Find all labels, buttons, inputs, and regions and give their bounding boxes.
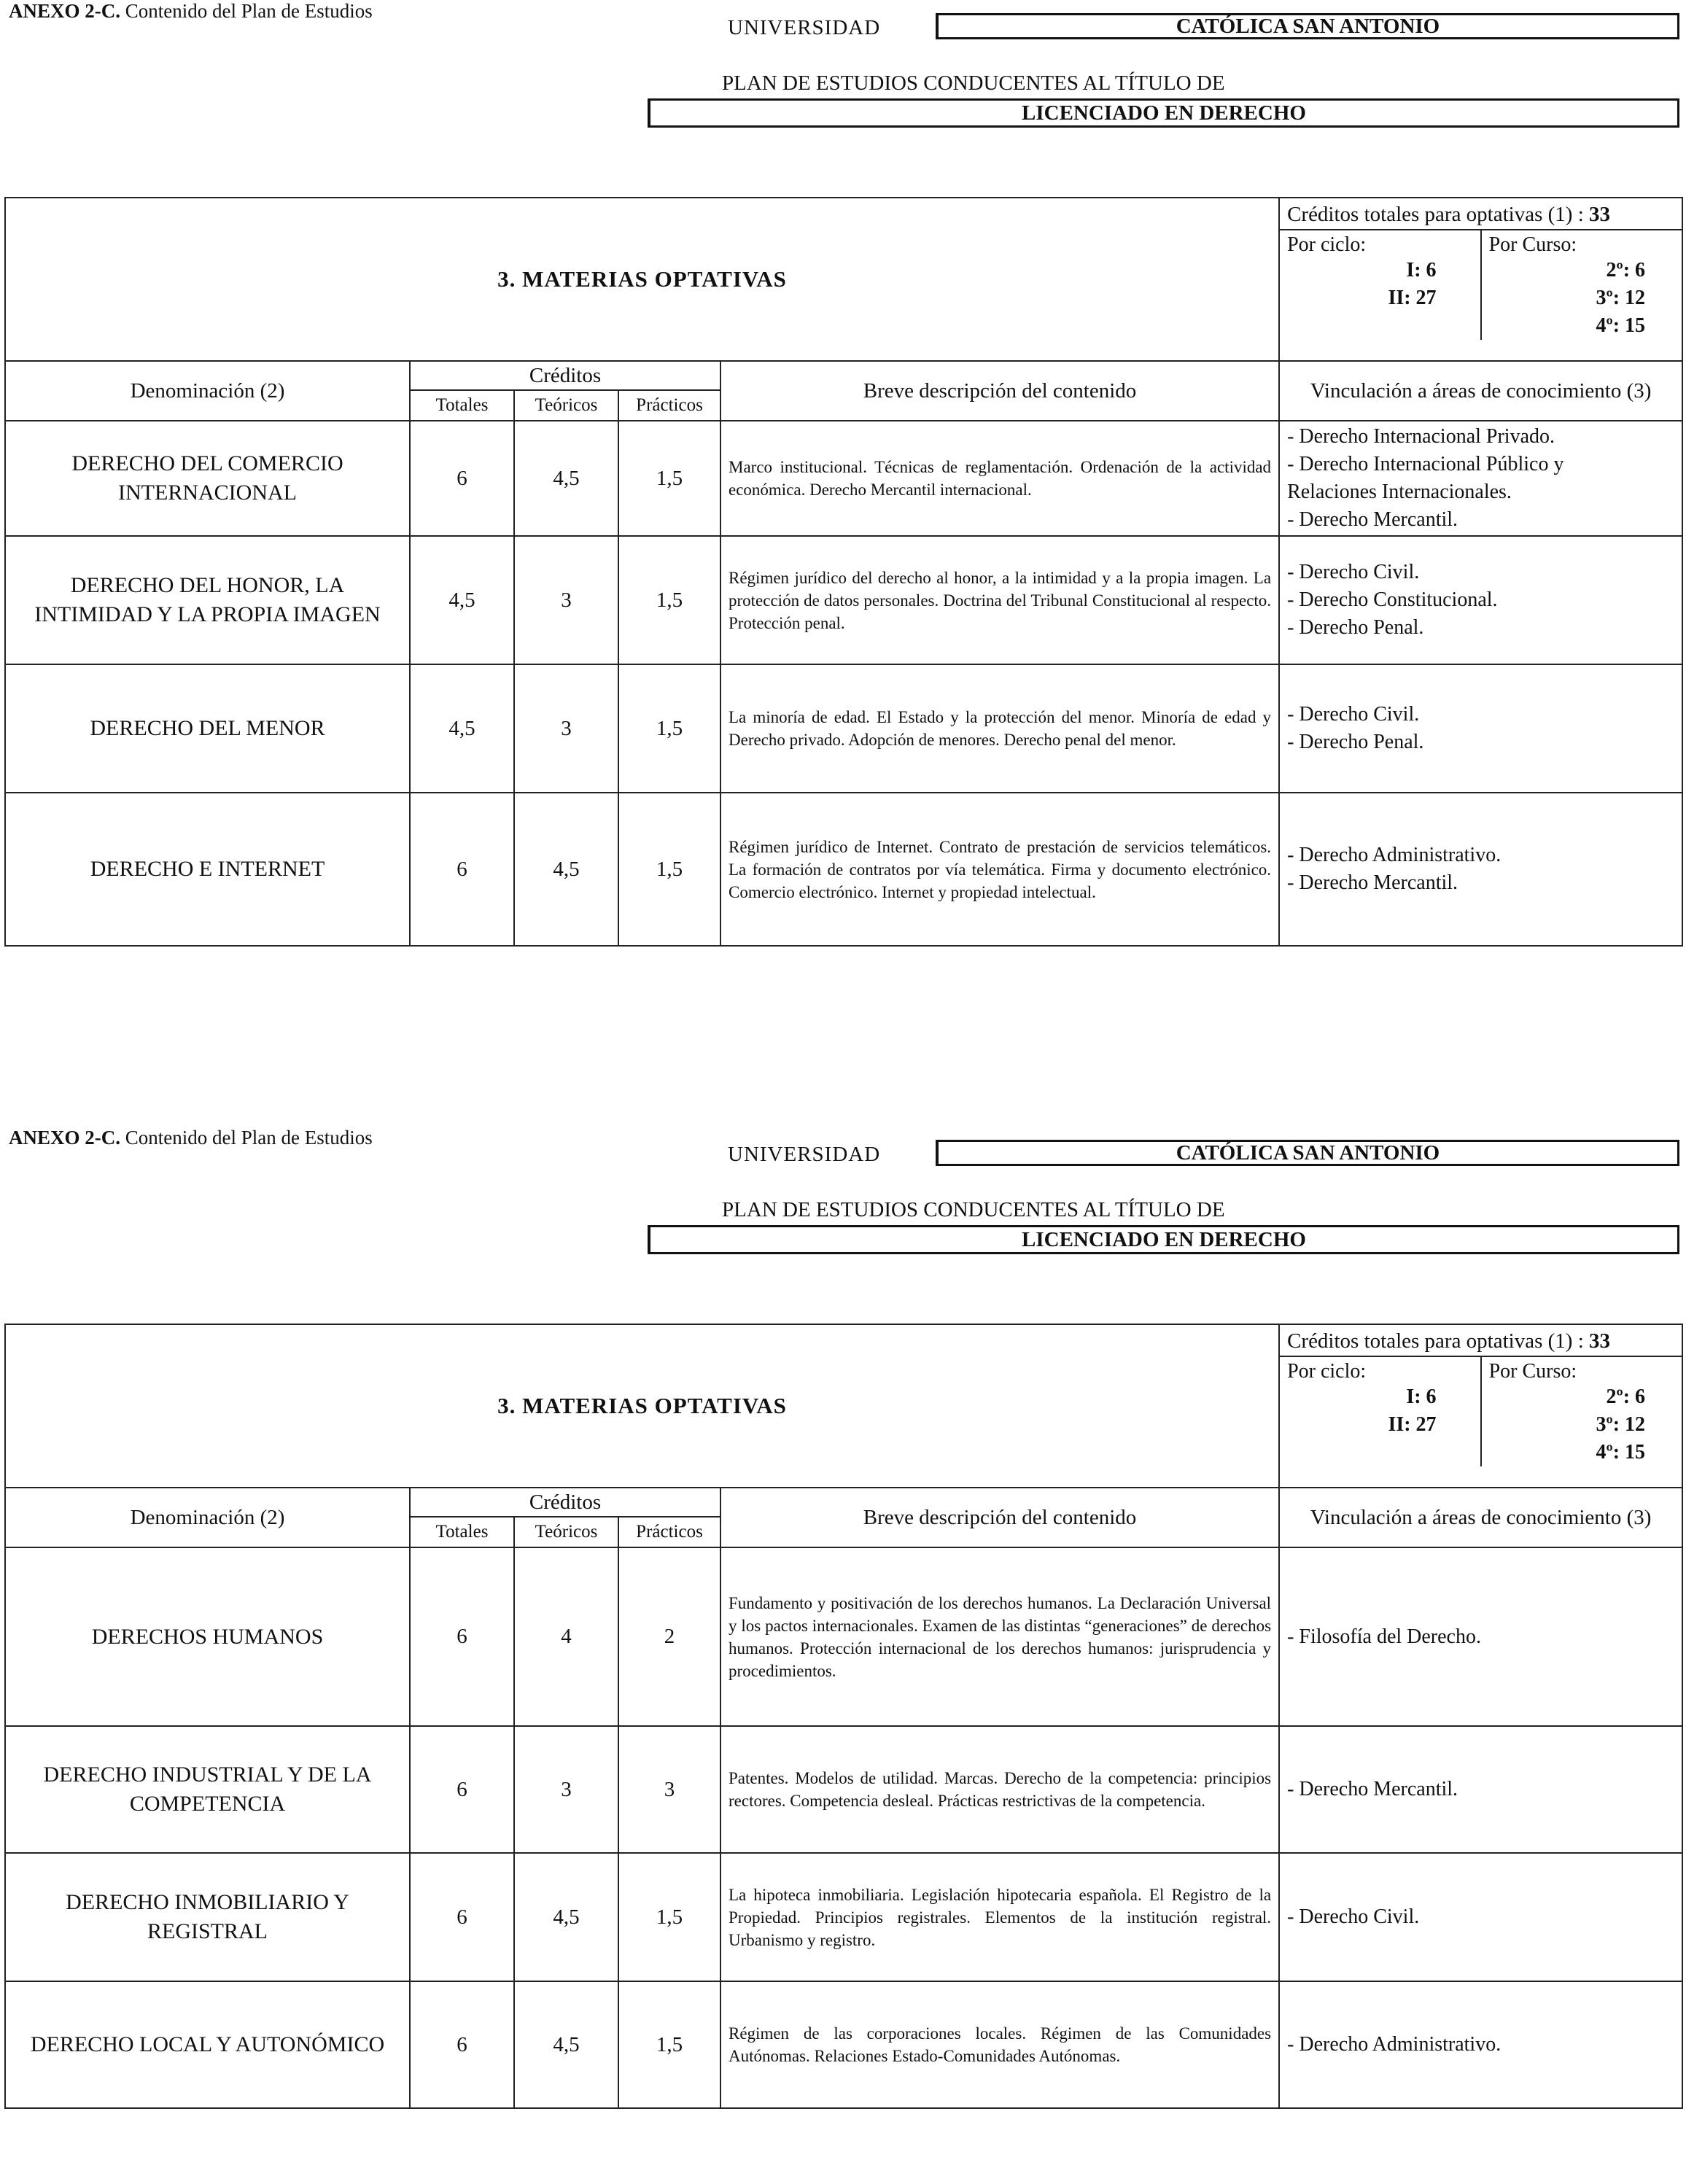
credits-teoricos: 3	[514, 1726, 618, 1853]
subjects-table	[4, 197, 1683, 947]
table-row	[5, 664, 1682, 793]
knowledge-area: - Derecho Mercantil.	[1287, 508, 1458, 531]
credits-total: Créditos totales para optativas (1) : 33	[1280, 198, 1682, 230]
credits-practicos: 1,5	[618, 664, 720, 793]
content-description: Régimen de las corporaciones locales. Régimen de las Comunidades Autónomas. Relaciones Estado-Comunidades Autónomas.	[720, 1981, 1279, 2108]
subject-name-line: DERECHO INMOBILIARIO Y	[66, 1890, 349, 1914]
credits-summary	[1279, 198, 1682, 361]
subject-name-line: COMPETENCIA	[129, 1792, 286, 1816]
section-title: 3. MATERIAS OPTATIVAS	[5, 1324, 1279, 1488]
subject-name-line: DERECHO DEL HONOR, LA	[70, 573, 345, 597]
university-name-box: CATÓLICA SAN ANTONIO	[936, 1140, 1679, 1166]
col-header-descripcion: Breve descripción del contenido	[720, 1488, 1279, 1547]
table-row	[5, 1981, 1682, 2108]
subject-name	[5, 536, 410, 664]
col-header-creditos: Créditos	[410, 1488, 720, 1517]
subject-name	[5, 664, 410, 793]
content-description: Fundamento y positivación de los derechos humanos. La Declaración Universal y los pactos internacionales. Examen de las distintas “generaciones” de derechos humanos. Protección internacional de los derechos humanos: jurisprudencia y procedimientos.	[720, 1547, 1279, 1726]
subject-name-line: DERECHO LOCAL Y AUTONÓMICO	[30, 2032, 385, 2056]
knowledge-area: - Derecho Penal.	[1287, 616, 1424, 639]
knowledge-areas	[1279, 1981, 1682, 2108]
knowledge-areas	[1279, 1726, 1682, 1853]
subject-name-line: DERECHO E INTERNET	[90, 857, 325, 881]
col-header-creditos: Créditos	[410, 361, 720, 390]
credits-by-course: Por Curso: 2º: 6 3º: 12 4º: 15	[1488, 1360, 1646, 1464]
subject-name	[5, 1726, 410, 1853]
subject-name-line: DERECHO INDUSTRIAL Y DE LA	[43, 1763, 372, 1787]
credits-totales: 6	[410, 1726, 514, 1853]
table-row	[5, 421, 1682, 536]
col-header-vinculacion: Vinculación a áreas de conocimiento (3)	[1279, 1488, 1682, 1547]
credits-practicos: 1,5	[618, 1853, 720, 1981]
section-title: 3. MATERIAS OPTATIVAS	[5, 198, 1279, 361]
credits-teoricos: 3	[514, 664, 618, 793]
knowledge-area: - Derecho Internacional Público y	[1287, 453, 1564, 475]
subject-name-line: INTERNACIONAL	[118, 481, 297, 505]
col-header-practicos: Prácticos	[618, 390, 720, 421]
document-page-1	[0, 0, 1686, 1057]
knowledge-areas	[1279, 1547, 1682, 1726]
credits-totales: 6	[410, 1853, 514, 1981]
col-header-totales: Totales	[410, 390, 514, 421]
content-description: Patentes. Modelos de utilidad. Marcas. Derecho de la competencia: principios rectores. Competencia desleal. Prácticas restrictivas de la competencia.	[720, 1726, 1279, 1853]
subject-name-line: REGISTRAL	[147, 1919, 268, 1943]
knowledge-area: - Derecho Constitucional.	[1287, 588, 1498, 611]
col-header-denominacion: Denominación (2)	[5, 361, 410, 421]
content-description: Marco institucional. Técnicas de reglamentación. Ordenación de la actividad económica. Derecho Mercantil internacional.	[720, 421, 1279, 536]
credits-teoricos: 4	[514, 1547, 618, 1726]
knowledge-areas	[1279, 664, 1682, 793]
knowledge-areas	[1279, 536, 1682, 664]
content-description: Régimen jurídico del derecho al honor, a la intimidad y a la propia imagen. La protección de datos personales. Doctrina del Tribunal Constitucional al respecto. Protección penal.	[720, 536, 1279, 664]
subject-name	[5, 1547, 410, 1726]
plan-label: PLAN DE ESTUDIOS CONDUCENTES AL TÍTULO DE	[722, 71, 1225, 95]
knowledge-area: - Derecho Penal.	[1287, 731, 1424, 753]
university-name-box: CATÓLICA SAN ANTONIO	[936, 13, 1679, 39]
subjects-table	[4, 1324, 1683, 2109]
knowledge-area: - Derecho Civil.	[1287, 561, 1420, 583]
credits-teoricos: 3	[514, 536, 618, 664]
document-page-2	[0, 1127, 1686, 2184]
knowledge-area: - Derecho Mercantil.	[1287, 1778, 1458, 1800]
credits-practicos: 1,5	[618, 793, 720, 946]
credits-totales: 6	[410, 793, 514, 946]
table-row	[5, 1547, 1682, 1726]
subject-name-line: DERECHOS HUMANOS	[91, 1624, 324, 1649]
knowledge-area: Relaciones Internacionales.	[1287, 481, 1512, 503]
annex-heading: ANEXO 2-C. Contenido del Plan de Estudios	[9, 1127, 373, 1149]
table-row	[5, 1726, 1682, 1853]
subject-name-line: DERECHO DEL COMERCIO	[71, 451, 343, 475]
col-header-teoricos: Teóricos	[514, 390, 618, 421]
credits-practicos: 2	[618, 1547, 720, 1726]
degree-title-box: LICENCIADO EN DERECHO	[648, 98, 1679, 128]
university-label: UNIVERSIDAD	[728, 16, 881, 39]
subject-name	[5, 793, 410, 946]
knowledge-area: - Derecho Administrativo.	[1287, 844, 1502, 866]
credits-teoricos: 4,5	[514, 421, 618, 536]
credits-practicos: 1,5	[618, 536, 720, 664]
subject-name	[5, 421, 410, 536]
col-header-vinculacion: Vinculación a áreas de conocimiento (3)	[1279, 361, 1682, 421]
credits-practicos: 1,5	[618, 421, 720, 536]
knowledge-area: - Derecho Internacional Privado.	[1287, 425, 1555, 448]
credits-totales: 6	[410, 1981, 514, 2108]
subject-name	[5, 1981, 410, 2108]
table-row	[5, 536, 1682, 664]
table-row	[5, 1853, 1682, 1981]
col-header-descripcion: Breve descripción del contenido	[720, 361, 1279, 421]
credits-by-cycle: Por ciclo: I: 6 II: 27	[1280, 1357, 1482, 1466]
credits-totales: 6	[410, 1547, 514, 1726]
credits-summary	[1279, 1324, 1682, 1488]
knowledge-areas	[1279, 793, 1682, 946]
col-header-totales: Totales	[410, 1517, 514, 1547]
knowledge-area: - Derecho Administrativo.	[1287, 2033, 1502, 2056]
col-header-denominacion: Denominación (2)	[5, 1488, 410, 1547]
credits-totales: 4,5	[410, 664, 514, 793]
degree-title-box: LICENCIADO EN DERECHO	[648, 1225, 1679, 1254]
col-header-practicos: Prácticos	[618, 1517, 720, 1547]
knowledge-area: - Derecho Civil.	[1287, 703, 1420, 726]
subject-name-line: DERECHO DEL MENOR	[90, 716, 325, 740]
knowledge-area: - Derecho Mercantil.	[1287, 871, 1458, 894]
credits-teoricos: 4,5	[514, 1853, 618, 1981]
credits-total: Créditos totales para optativas (1) : 33	[1280, 1325, 1682, 1357]
content-description: La minoría de edad. El Estado y la protección del menor. Minoría de edad y Derecho privado. Adopción de menores. Derecho penal del menor.	[720, 664, 1279, 793]
content-description: Régimen jurídico de Internet. Contrato de prestación de servicios telemáticos. La formación de contratos por vía telemática. Firma y documento electrónico. Comercio electrónico. Internet y propiedad intelectual.	[720, 793, 1279, 946]
knowledge-area: - Filosofía del Derecho.	[1287, 1625, 1481, 1648]
credits-totales: 6	[410, 421, 514, 536]
credits-teoricos: 4,5	[514, 1981, 618, 2108]
knowledge-area: - Derecho Civil.	[1287, 1905, 1420, 1928]
credits-practicos: 3	[618, 1726, 720, 1853]
credits-totales: 4,5	[410, 536, 514, 664]
content-description: La hipoteca inmobiliaria. Legislación hipotecaria española. El Registro de la Propiedad. Principios registrales. Elementos de la institución registral. Urbanismo y registro.	[720, 1853, 1279, 1981]
credits-teoricos: 4,5	[514, 793, 618, 946]
subject-name-line: INTIMIDAD Y LA PROPIA IMAGEN	[34, 602, 381, 626]
credits-by-cycle: Por ciclo: I: 6 II: 27	[1280, 230, 1482, 340]
col-header-teoricos: Teóricos	[514, 1517, 618, 1547]
annex-heading: ANEXO 2-C. Contenido del Plan de Estudios	[9, 0, 373, 22]
plan-label: PLAN DE ESTUDIOS CONDUCENTES AL TÍTULO DE	[722, 1198, 1225, 1221]
knowledge-areas	[1279, 1853, 1682, 1981]
subject-name	[5, 1853, 410, 1981]
credits-practicos: 1,5	[618, 1981, 720, 2108]
credits-by-course: Por Curso: 2º: 6 3º: 12 4º: 15	[1488, 233, 1646, 337]
table-row	[5, 793, 1682, 946]
knowledge-areas	[1279, 421, 1682, 536]
university-label: UNIVERSIDAD	[728, 1143, 881, 1166]
